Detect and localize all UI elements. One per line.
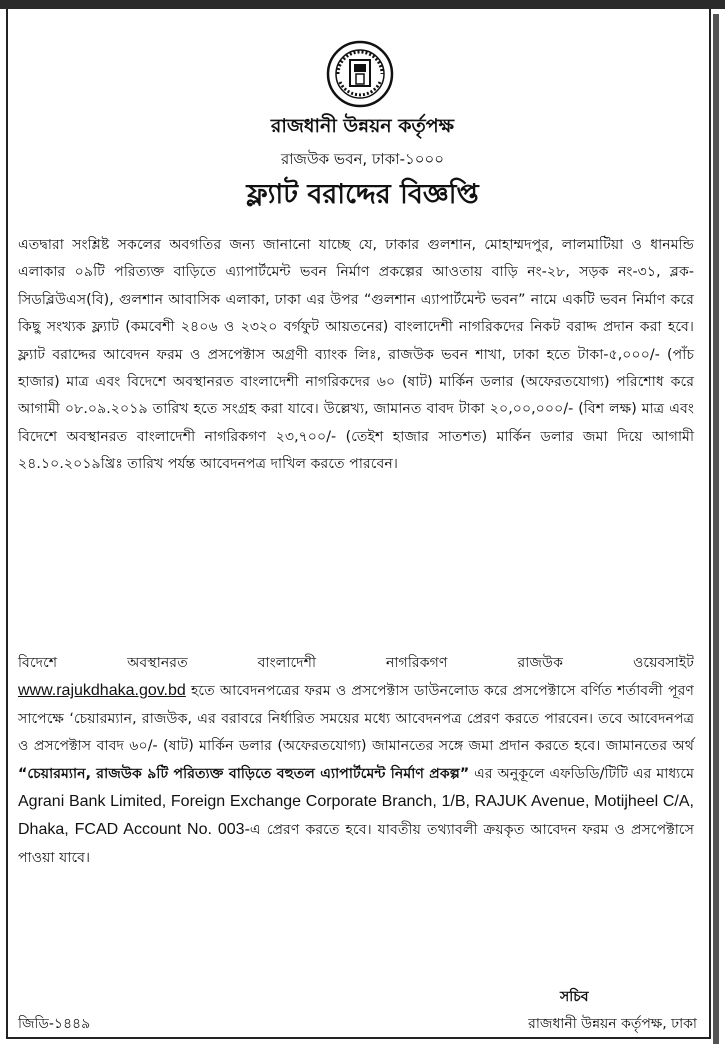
paragraph-1: এতদ্বারা সংশ্লিষ্ট সকলের অবগতির জন্য জানানো যাচ্ছে যে, ঢাকার গুলশান, মোহাম্মদপুর, লালমাটিয়া ও ধানমন্ডি এলাকার ০৯টি পরিত্যক্ত বাড়িতে এ্যাপার্টমেন্ট ভবন নির্মাণ প্রকল্পের আওতায় বাড়ি নং-২৮, সড়ক নং-৩১, ব্লক-সিডব্লিউএস(বি), গুলশান আবাসিক এলাকা, ঢাকা এর উপর “গুলশান এ্যাপার্টমেন্ট ভবন” নামে একটি ভবন নির্মাণ করে কিছু সংখ্যক ফ্ল্যাট (কমবেশী ২৪০৬ ও ২৩২০ বর্গফুট আয়তনের) বাংলাদেশী নাগরিকদের নিকট বরাদ্দ প্রদান করা হবে। ফ্ল্যাট বরাদ্দের আবেদন ফরম ও প্রসপেক্টাস অগ্রণী ব্যাংক লিঃ, রাজউক ভবন শাখা, ঢাকা হতে টাকা-৫,০০০/- (পাঁচ হাজার) মাত্র এবং বিদেশে অবস্থানরত বাংলাদেশী নাগরিকদের ৬০ (ষাট) মার্কিন ডলার (অফেরতযোগ্য) পরিশোধ করে আগামী ০৮.০৯.২০১৯ তারিখ হতে সংগ্রহ করা যাবে। উল্লেখ্য, জামানত বাবদ টাকা ২০,০০,০০০/- (বিশ লক্ষ) মাত্র এবং বিদেশে অবস্থানরত বাংলাদেশী নাগরিকগণ ২৩,৭০০/- (তেইশ হাজার সাতশত) মার্কিন ডলার জমা দিয়ে আগামী ২৪.১০.২০১৯খ্রিঃ তারিখ পর্যন্ত আবেদনপত্র দাখিল করতে পারবেন। <box>18 237 694 473</box>
top-border <box>0 0 725 9</box>
paragraph-2-body <box>18 677 694 872</box>
word: নাগরিকগণ <box>385 655 448 671</box>
signatory-org: রাজধানী উন্নয়ন কর্তৃপক্ষ, ঢাকা <box>528 1016 697 1032</box>
word: বিদেশে <box>18 655 58 671</box>
bank-details: Agrani Bank Limited, Foreign Exchange Corporate Branch, 1/B, RAJUK Avenue, Motijheel C/A, Dhaka, FCAD Account No. 003- <box>18 793 694 839</box>
paragraph-2-first-line <box>18 650 694 677</box>
notice-title: ফ্ল্যাট বরাদ্দের বিজ্ঞপ্তি <box>246 179 479 210</box>
signatory-title: সচিব <box>560 989 589 1005</box>
paragraph-2-text-b: এর অনুকূলে এফডিডি/টিটি এর মাধ্যমে <box>474 765 694 782</box>
paragraph-2-text-c: এ প্রেরণ করতে হবে। যাবতীয় তথ্যাবলী ক্রয়কৃত আবেদন ফরম ও প্রসপেক্টাসে পাওয়া যাবে। <box>18 822 694 866</box>
paragraph-2-text-a: হতে আবেদনপত্রের ফরম ও প্রসপেক্টাস ডাউনলোড করে প্রসপেক্টাসে বর্ণিত শর্তাবলী পূরণ সাপেক্ষে ‘চেয়ারম্যান, রাজউক, এর বরাবরে নির্ধারিত সময়ের মধ্যে আবেদনপত্র প্রেরণ করতে পারবেন। তবে আবেদনপত্র ও প্রসপেক্টাস বাবদ ৬০/- (ষাট) মার্কিন ডলার (অফেরতযোগ্য) জামানতের সঙ্গে জমা প্রদান করতে হবে। জামানতের অর্থ <box>18 683 694 755</box>
word: রাজউক <box>517 655 564 671</box>
org-address: রাজউক ভবন, ঢাকা-১০০০ <box>280 150 445 168</box>
org-name: রাজধানী উন্নয়ন কর্তৃপক্ষ <box>270 115 455 137</box>
word: অবস্থানরত <box>127 655 188 671</box>
project-account-name: “চেয়ারম্যান, রাজউক ৯টি পরিত্যক্ত বাড়িতে বহুতল এ্যাপার্টমেন্ট নির্মাণ প্রকল্প” <box>18 765 470 782</box>
word: বাংলাদেশী <box>257 655 317 671</box>
paragraph-2 <box>18 650 694 872</box>
word: ওয়েবসাইট <box>632 655 694 671</box>
website-link[interactable]: www.rajukdhaka.gov.bd <box>18 682 186 700</box>
gd-number: জিডি-১৪৪৯ <box>18 1016 91 1032</box>
rajuk-seal-logo <box>326 40 394 108</box>
